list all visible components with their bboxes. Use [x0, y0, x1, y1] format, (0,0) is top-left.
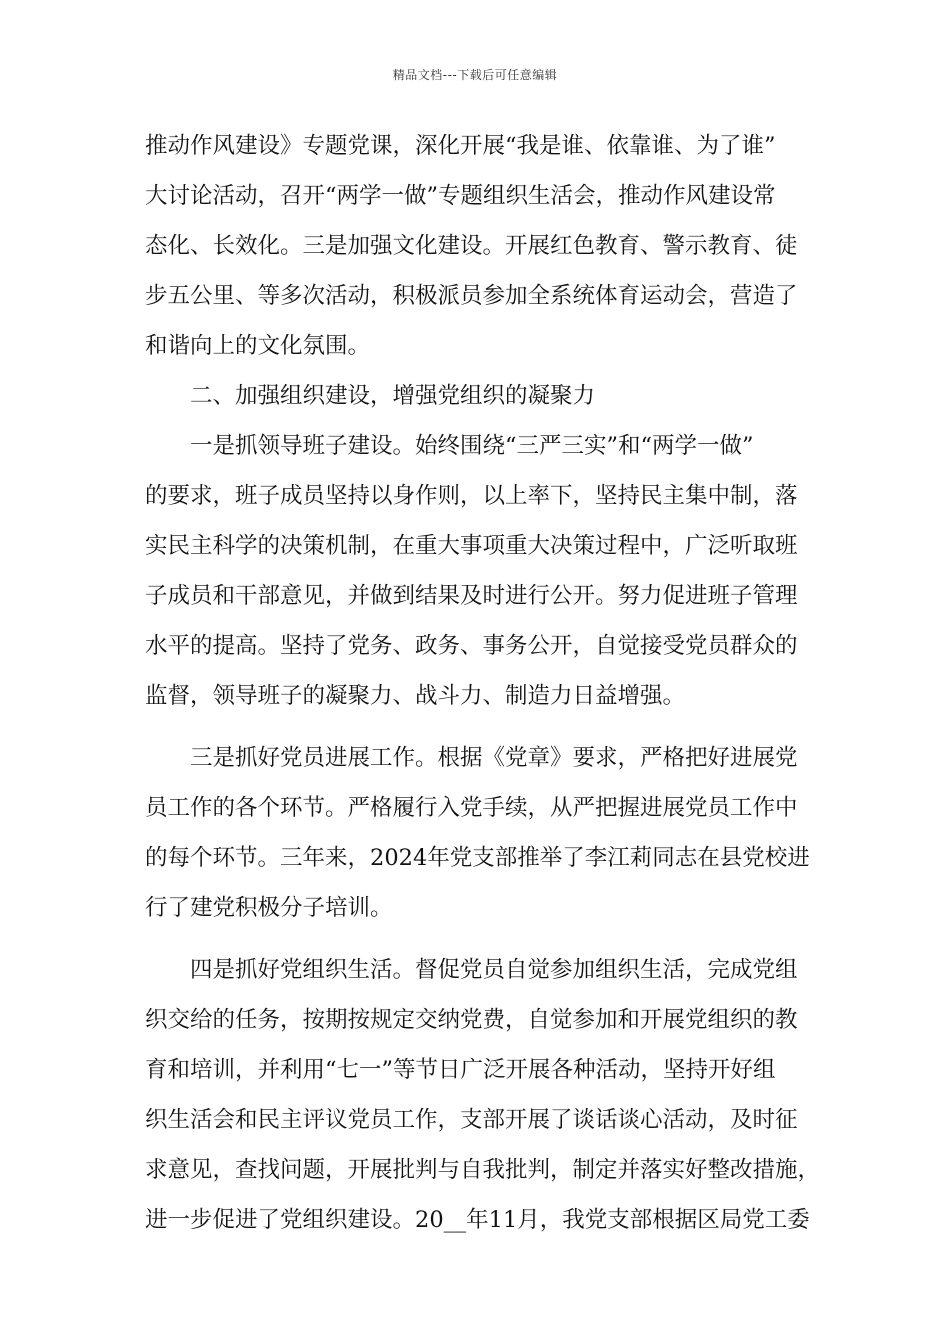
- text-line: 步五公里、等多次活动，积极派员参加全系统体育运动会，营造了: [145, 283, 798, 309]
- text-line: 三是抓好党员进展工作。根据《党章》要求，严格把好进展党: [190, 745, 798, 771]
- text-line: 四是抓好党组织生活。督促党员自觉参加组织生活，完成党组: [190, 957, 798, 983]
- paragraph: [145, 428, 820, 728]
- text-line: 织交给的任务，按期按规定交纳党费，自觉参加和开展党组织的教: [145, 1007, 798, 1033]
- text-line: 进一步促进了党组织建设。20__年11月，我党支部根据区局党工委: [145, 1207, 810, 1233]
- text-line: 大讨论活动，召开“两学一做”专题组织生活会，推动作风建设常: [145, 183, 776, 209]
- page-header: 精品文档---下载后可任意编辑: [392, 68, 558, 82]
- text-line: 育和培训，并利用“七一”等节日广泛开展各种活动，坚持开好组: [145, 1057, 776, 1083]
- text-line: 的要求，班子成员坚持以身作则，以上率下，坚持民主集中制，落: [145, 483, 798, 509]
- text-line: 一是抓领导班子建设。始终围绕“三严三实”和“两学一做”: [190, 433, 754, 459]
- paragraph: [145, 740, 820, 940]
- section-heading: [145, 378, 820, 428]
- text-line: 员工作的各个环节。严格履行入党手续，从严把握进展党员工作中: [145, 795, 798, 821]
- text-line: 态化、长效化。三是加强文化建设。开展红色教育、警示教育、徒: [145, 233, 798, 259]
- paragraph: [145, 952, 820, 1252]
- text-line: 实民主科学的决策机制，在重大事项重大决策过程中，广泛听取班: [145, 533, 798, 559]
- text-line: 子成员和干部意见，并做到结果及时进行公开。努力促进班子管理: [145, 583, 798, 609]
- text-line: 求意见，查找问题，开展批判与自我批判，制定并落实好整改措施，: [145, 1157, 820, 1183]
- heading-line: 二、加强组织建设，增强党组织的凝聚力: [190, 383, 596, 409]
- text-line: 监督，领导班子的凝聚力、战斗力、制造力日益增强。: [145, 683, 686, 709]
- text-line: 行了建党积极分子培训。: [145, 895, 393, 921]
- text-line: 推动作风建设》专题党课，深化开展“我是谁、依靠谁、为了谁”: [145, 133, 776, 159]
- text-line: 和谐向上的文化氛围。: [145, 333, 371, 359]
- text-line: 的每个环节。三年来，2024年党支部推举了李江莉同志在县党校进: [145, 845, 810, 871]
- text-line: 织生活会和民主评议党员工作，支部开展了谈话谈心活动，及时征: [145, 1107, 798, 1133]
- document-body: [145, 128, 820, 1252]
- text-line: 水平的提高。坚持了党务、政务、事务公开，自觉接受党员群众的: [145, 633, 798, 659]
- paragraph: [145, 128, 820, 378]
